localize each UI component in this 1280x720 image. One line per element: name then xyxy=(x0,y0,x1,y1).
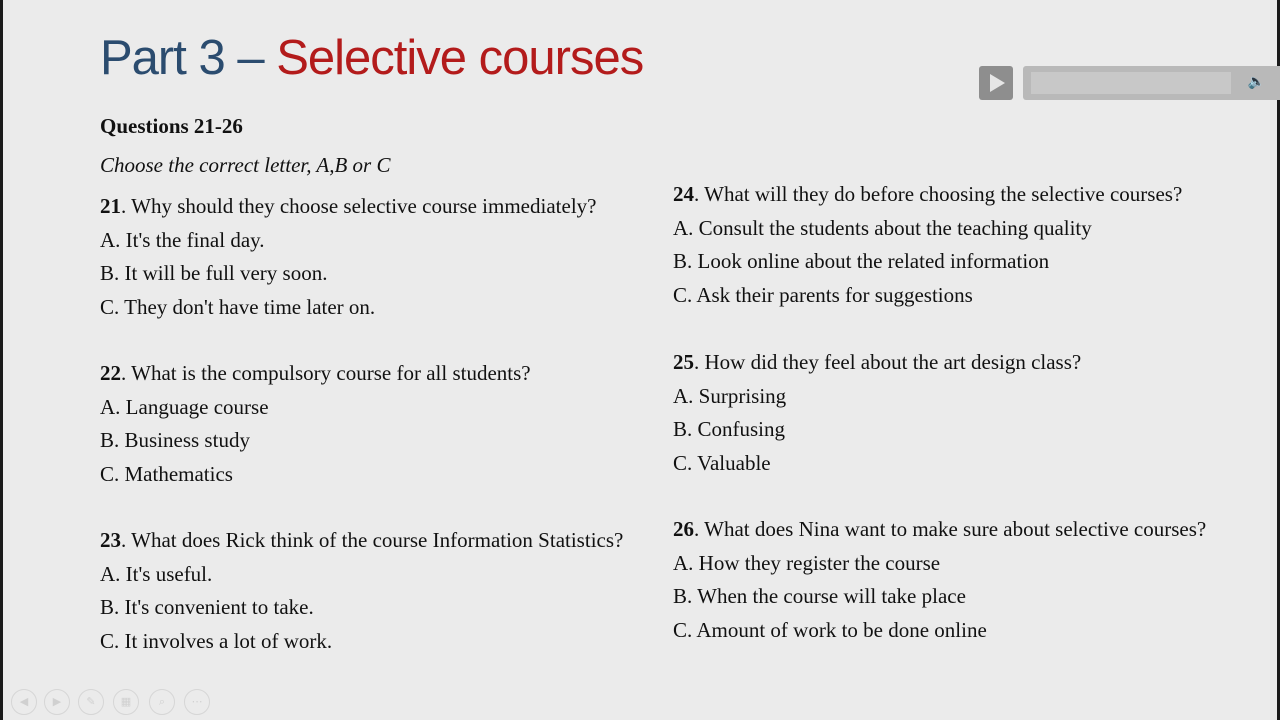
slides-menu-icon[interactable]: ▦ xyxy=(113,689,139,715)
question-21 xyxy=(100,194,596,219)
zoom-icon[interactable]: ⌕ xyxy=(149,689,175,715)
answer-option: C. They don't have time later on. xyxy=(100,294,376,319)
question-number: 26 xyxy=(673,517,694,541)
volume-icon[interactable]: 🔈 xyxy=(1247,74,1265,90)
audio-progress-bar[interactable] xyxy=(1023,66,1280,100)
question-25 xyxy=(673,350,1081,375)
answer-option: C. Mathematics xyxy=(100,461,233,486)
question-23 xyxy=(100,528,623,553)
play-button[interactable] xyxy=(979,66,1013,100)
question-26 xyxy=(673,517,1206,542)
question-text: . How did they feel about the art design class? xyxy=(694,350,1082,374)
answer-option: A. Surprising xyxy=(673,383,787,408)
audio-track[interactable] xyxy=(1031,72,1231,94)
question-text: . What will they do before choosing the selective courses? xyxy=(694,182,1183,206)
pen-icon[interactable]: ✎ xyxy=(78,689,104,715)
question-text: . What does Rick think of the course Information Statistics? xyxy=(121,528,624,552)
answer-option: A. It's useful. xyxy=(100,561,213,586)
answer-option: C. It involves a lot of work. xyxy=(100,628,333,653)
instruction: Choose the correct letter, A,B or C xyxy=(100,153,391,177)
question-number: 21 xyxy=(100,194,121,218)
answer-option: A. Consult the students about the teaching quality xyxy=(673,215,1092,240)
question-22 xyxy=(100,361,531,386)
previous-slide-icon[interactable]: ◀ xyxy=(11,689,37,715)
answer-option: C. Amount of work to be done online xyxy=(673,617,987,642)
next-slide-icon[interactable]: ▶ xyxy=(44,689,70,715)
answer-option: B. Look online about the related information xyxy=(673,249,1050,273)
answer-option: C. Ask their parents for suggestions xyxy=(673,282,973,307)
answer-option: A. How they register the course xyxy=(673,550,941,575)
answer-option: B. When the course will take place xyxy=(673,584,966,608)
answer-option: A. Language course xyxy=(100,394,269,419)
answer-option: B. Confusing xyxy=(673,417,786,441)
question-number: 25 xyxy=(673,350,694,374)
question-number: 24 xyxy=(673,182,694,206)
more-options-icon[interactable]: ⋯ xyxy=(184,689,210,715)
answer-option: C. Valuable xyxy=(673,450,771,475)
answer-option: B. It's convenient to take. xyxy=(100,595,314,619)
slide-title: Part 3 – Selective courses xyxy=(100,31,644,85)
question-text: . Why should they choose selective course immediately? xyxy=(121,194,597,218)
question-number: 23 xyxy=(100,528,121,552)
slide xyxy=(3,0,1277,720)
question-text: . What does Nina want to make sure about selective courses? xyxy=(694,517,1207,541)
questions-heading: Questions 21-26 xyxy=(100,114,243,138)
answer-option: A. It's the final day. xyxy=(100,227,265,252)
answer-option: B. Business study xyxy=(100,428,250,452)
answer-option: B. It will be full very soon. xyxy=(100,261,328,285)
question-text: . What is the compulsory course for all students? xyxy=(121,361,531,385)
question-24 xyxy=(673,182,1182,207)
question-number: 22 xyxy=(100,361,121,385)
